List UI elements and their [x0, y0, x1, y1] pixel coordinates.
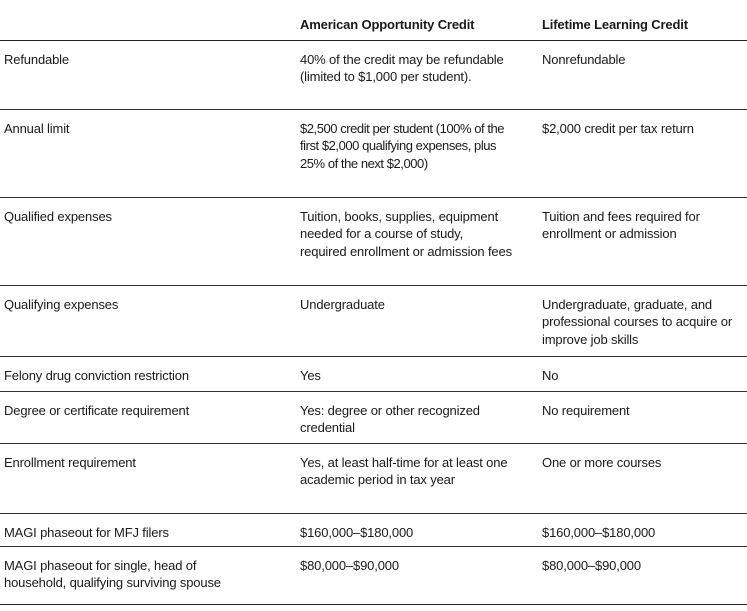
- header-american-opportunity-credit: American Opportunity Credit: [293, 0, 535, 40]
- aoc-cell: [293, 391, 535, 443]
- header-lifetime-learning-credit: Lifetime Learning Credit: [535, 0, 747, 40]
- table-row: [0, 391, 747, 443]
- llc-cell: [535, 356, 747, 391]
- aoc-cell: [293, 109, 535, 197]
- aoc-cell-text: Yes: degree or other recognized credential: [300, 402, 480, 435]
- llc-cell: [535, 513, 747, 546]
- table-row: [0, 109, 747, 197]
- table-body: [0, 40, 747, 604]
- llc-cell: [535, 40, 747, 109]
- aoc-cell: [293, 356, 535, 391]
- llc-cell: [535, 391, 747, 443]
- aoc-cell: [293, 546, 535, 604]
- llc-cell: [535, 285, 747, 356]
- llc-cell: [535, 109, 747, 197]
- row-label: [0, 513, 293, 546]
- table-header: [0, 0, 747, 40]
- llc-cell-text: Tuition and fees required for enrollment or admission: [542, 208, 700, 241]
- row-label-text: MAGI phaseout for single, head of household, qualifying surviving spouse: [4, 557, 221, 590]
- llc-cell-text: $2,000 credit per tax return: [542, 120, 694, 136]
- aoc-cell: [293, 513, 535, 546]
- row-label-text: Felony drug conviction restriction: [4, 367, 189, 383]
- aoc-cell-text: 40% of the credit may be refundable (limited to $1,000 per student).: [300, 51, 504, 84]
- llc-cell-text: Nonrefundable: [542, 51, 626, 67]
- aoc-cell-text: $80,000–$90,000: [300, 557, 399, 573]
- row-label: [0, 443, 293, 513]
- aoc-cell: [293, 285, 535, 356]
- row-label: [0, 391, 293, 443]
- row-label-text: Refundable: [4, 51, 69, 67]
- aoc-cell-text: $2,500 credit per student (100% of the first $2,000 qualifying expenses, plus 25% of the next $2,000): [300, 120, 505, 171]
- llc-cell-text: $80,000–$90,000: [542, 557, 641, 573]
- llc-cell-text: One or more courses: [542, 454, 662, 470]
- row-label-text: Annual limit: [4, 120, 70, 136]
- aoc-cell-text: Yes, at least half-time for at least one academic period in tax year: [300, 454, 508, 487]
- header-empty-cell: [0, 0, 293, 40]
- table-row: [0, 546, 747, 604]
- table-row: [0, 40, 747, 109]
- row-label: [0, 197, 293, 285]
- aoc-cell-text: Tuition, books, supplies, equipment needed for a course of study, required enrollment or admission fees: [300, 208, 512, 259]
- row-label: [0, 356, 293, 391]
- row-label-text: Enrollment requirement: [4, 454, 136, 470]
- row-label: [0, 546, 293, 604]
- table-row: [0, 513, 747, 546]
- row-label-text: Qualifying expenses: [4, 296, 119, 312]
- table-row: [0, 356, 747, 391]
- llc-cell-text: No: [542, 367, 559, 383]
- llc-cell-text: Undergraduate, graduate, and professional courses to acquire or improve job skills: [542, 296, 733, 347]
- row-label-text: Qualified expenses: [4, 208, 112, 224]
- table-row: [0, 197, 747, 285]
- row-label: [0, 109, 293, 197]
- aoc-cell: [293, 443, 535, 513]
- aoc-cell-text: Undergraduate: [300, 296, 385, 312]
- llc-cell: [535, 443, 747, 513]
- row-label-text: MAGI phaseout for MFJ filers: [4, 524, 169, 540]
- llc-cell: [535, 197, 747, 285]
- aoc-cell-text: Yes: [300, 367, 321, 383]
- row-label: [0, 285, 293, 356]
- row-label-text: Degree or certificate requirement: [4, 402, 190, 418]
- aoc-cell: [293, 197, 535, 285]
- llc-cell: [535, 546, 747, 604]
- table-row: [0, 443, 747, 513]
- llc-cell-text: No requirement: [542, 402, 630, 418]
- aoc-cell-text: $160,000–$180,000: [300, 524, 414, 540]
- header-row: [0, 0, 747, 40]
- llc-cell-text: $160,000–$180,000: [542, 524, 656, 540]
- table-row: [0, 285, 747, 356]
- aoc-cell: [293, 40, 535, 109]
- row-label: [0, 40, 293, 109]
